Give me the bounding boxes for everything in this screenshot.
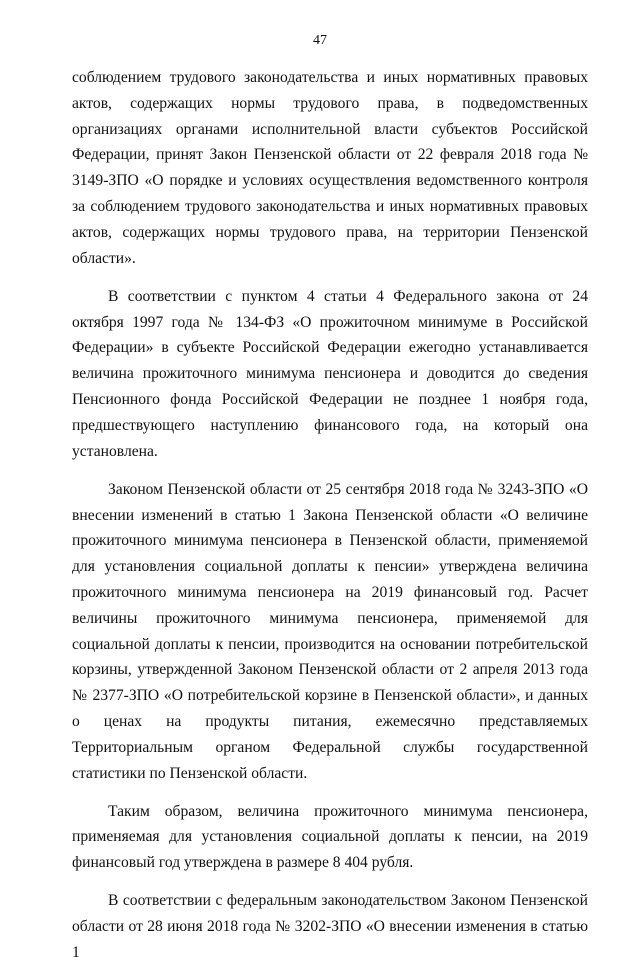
paragraph-5: В соответствии с федеральным законодательством Законом Пензенской области от 28 июня 2018 года № 3202-ЗПО «О внесении изменения в статью 1 [72, 892, 588, 962]
paragraph-1: соблюдением трудового законодательства и иных нормативных правовых актов, содержащих нормы трудового права, в подведомственных организациях органами исполнительной власти субъектов Российской Федерации, принят Закон Пензенской области от 22 февраля 2018 года № 3149-ЗПО «О порядке и условиях осуществления ведомственного контроля за соблюдением трудового законодательства и иных нормативных правовых актов, содержащих нормы трудового права, на территории Пензенской области». [72, 69, 588, 267]
paragraph-2: В соответствии с пунктом 4 статьи 4 Федерального закона от 24 октября 1997 года № 134-ФЗ «О прожиточном минимуме в Российской Федерации» в субъекте Российской Федерации ежегодно устанавливается величина прожиточного минимума пенсионера и доводится до сведения Пенсионного фонда Российской Федерации не позднее 1 ноября года, предшествующего наступлению финансового года, на который она установлена. [72, 287, 588, 460]
document-body [72, 65, 588, 978]
paragraph-3: Законом Пензенской области от 25 сентября 2018 года № 3243-ЗПО «О внесении изменений в статью 1 Закона Пензенской области «О величине прожиточного минимума пенсионера в Пензенской области, применяемой для установления социальной доплаты к пенсии» утверждена величина прожиточного минимума пенсионера на 2019 финансовый год. Расчет величины прожиточного минимума пенсионера, применяемой для социальной доплаты к пенсии, производится на основании потребительской корзины, утвержденной Законом Пензенской области от 2 апреля 2013 года № 2377-ЗПО «О потребительской корзине в Пензенской области», и данных о ценах на продукты питания, ежемесячно представляемых Территориальным органом Федеральной службы государственной статистики по Пензенской области. [72, 480, 588, 782]
paragraph-4: Таким образом, величина прожиточного минимума пенсионера, применяемая для установления социальной доплаты к пенсии, на 2019 финансовый год утверждена в размере 8 404 рубля. [72, 802, 588, 872]
page-number: 47 [313, 33, 327, 48]
